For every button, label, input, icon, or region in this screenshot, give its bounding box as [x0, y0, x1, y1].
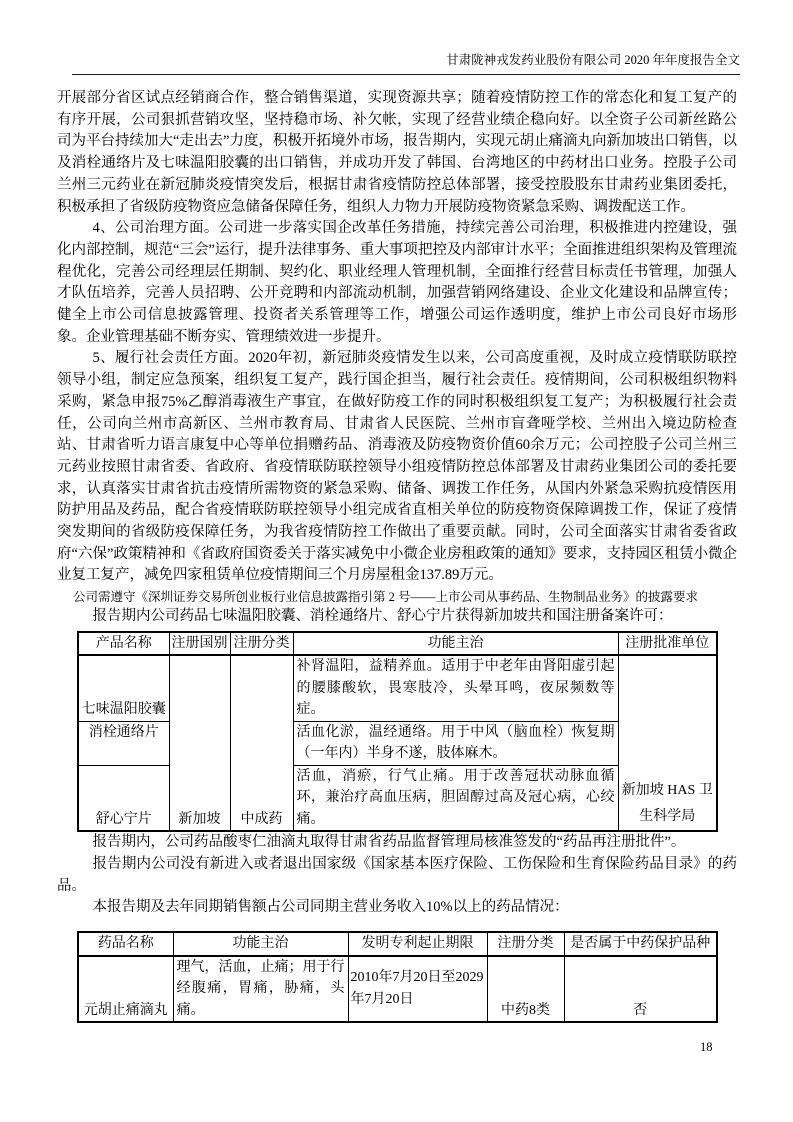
approval-unit-cell: 新加坡 HAS 卫生科学局: [618, 655, 717, 831]
registration-table: [77, 631, 718, 833]
country-cell: 新加坡: [169, 655, 230, 831]
product-name-cell: 七味温阳胶囊: [78, 655, 169, 721]
paragraph-governance: 4、公司治理方面。公司进一步落实国企改革任务措施，持续完善公司治理，积极推进内控建设，强化内部控制，规范“三会”运行，提升法律事务、重大事项把控及内部审计水平；全面推进组织架构及管理流程优化，完善公司经理层任期制、契约化、职业经理人管理机制，全面推行经营目标责任书管理，加强人才队伍培养，完善人员招聘、公开竞聘和内部流动机制，加强营销网络建设、企业文化建设和品牌宣传；健全上市公司信息披露管理、投资者关系管理等工作，增强公司运作透明度，维护上市公司良好市场形象。企业管理基础不断夯实、管理绩效进一步提升。: [57, 220, 737, 345]
product-name-cell: 舒心宁片: [78, 765, 169, 831]
paragraph-singapore-registration: 报告期内公司药品七味温阳胶囊、消栓通络片、舒心宁片获得新加坡共和国注册备案许可：: [92, 608, 673, 625]
table-header-row: [78, 932, 717, 956]
table-row: [78, 956, 717, 1023]
patent-term-cell: 2010年7月20日至2029年7月20日: [348, 956, 487, 1023]
table-header-row: [78, 632, 717, 656]
column-header-indication: 功能主治: [293, 632, 618, 656]
indication-cell: 补肾温阳，益精养血。适用于中老年由肾阳虚引起的腰膝酸软，畏寒肢冷，头晕耳鸣，夜尿频数等症。: [293, 655, 618, 721]
column-header-country: 注册国别: [169, 632, 230, 656]
header-rule: [72, 74, 740, 75]
running-header: 甘肃陇神戎发药业股份有限公司 2020 年年度报告全文: [446, 53, 740, 67]
column-header-patent-term: 发明专利起止期限: [348, 932, 487, 956]
column-header-tcm-protected: 是否属于中药保护品种: [564, 932, 717, 956]
tcm-protected-cell: 否: [564, 956, 717, 1023]
column-header-product: 产品名称: [78, 632, 169, 656]
classification-cell: 中成药: [230, 655, 293, 831]
table-row: [78, 655, 717, 721]
paragraph-reregistration: 报告期内，公司药品酸枣仁油滴丸取得甘肃省药品监督管理局核准签发的“药品再注册批件”。: [92, 834, 686, 851]
paragraph-sales-intro: 本报告期及去年同期销售额占公司同期主营业务收入10%以上的药品情况：: [92, 899, 569, 916]
column-header-approval-unit: 注册批准单位: [618, 632, 717, 656]
paragraph-sales-channels: 开展部分省区试点经销商合作，整合销售渠道，实现资源共享；随着疫情防控工作的常态化和复工复产的有序开展，公司狠抓营销攻坚，坚持稳市场、补欠帐，实现了经营业绩企稳向好。以全资子公司新丝路公司为平台持续加大“走出去”力度，积极开拓境外市场，报告期内，实现元胡止痛滴丸向新加坡出口销售，以及消栓通络片及七味温阳胶囊的出口销售，并成功开发了韩国、台湾地区的中药材出口业务。控股子公司兰州三元药业在新冠肺炎疫情突发后，根据甘肃省疫情防控总体部署，接受控股股东甘肃药业集团委托，积极承担了省级防疫物资应急储备保障任务，组织人力物力开展防疫物资紧急采购、调拨配送工作。: [57, 90, 737, 215]
column-header-indication: 功能主治: [173, 932, 348, 956]
page-number: 18: [700, 1040, 713, 1054]
drug-name-cell: 元胡止痛滴丸: [78, 956, 173, 1023]
drug-table-header: [78, 932, 717, 956]
drug-sales-table: [77, 931, 718, 1023]
indication-cell: 活血化淤，温经通络。用于中风（脑血栓）恢复期（一年内）半身不遂，肢体麻木。: [293, 721, 618, 765]
paragraph-insurance-catalog: 报告期内公司没有新进入或者退出国家级《国家基本医疗保险、工伤保险和生育保险药品目录》的药品。: [57, 856, 737, 894]
column-header-classification: 注册分类: [230, 632, 293, 656]
paragraph-social-responsibility: 5、履行社会责任方面。2020年初，新冠肺炎疫情发生以来，公司高度重视，及时成立疫情联防联控领导小组，制定应急预案，组织复工复产，践行国企担当，履行社会责任。疫情期间，公司积极组织物料采购，紧急申报75%乙醇消毒液生产事宜，在做好防疫工作的同时积极组织复工复产；为积极履行社会责任，公司向兰州市高新区、兰州市教育局、甘肃省人民医院、兰州市盲聋哑学校、兰州出入境边防检查站、甘肃省听力语言康复中心等单位捐赠药品、消毒液及防疫物资价值60余万元；公司控股子公司兰州三元药业按照甘肃省委、省政府、省疫情联防联控领导小组疫情防控总体部署及甘肃药业集团公司的委托要求，认真落实甘肃省抗击疫情所需物资的紧急采购、储备、调拨工作任务，从国内外紧急采购抗疫情医用防护用品及药品，配合省疫情联防联控领导小组完成省直相关单位的防疫物资保障调拨工作，保证了疫情突发期间的省级防疫保障任务，为我省疫情防控工作做出了重要贡献。同时，公司全面落实甘肃省委省政府“六保”政策精神和《省政府国资委关于落实减免中小微企业房租政策的通知》要求，支持园区租赁小微企业复工复产，减免四家租赁单位疫情期间三个月房屋租金137.89万元。: [57, 350, 737, 584]
drug-indication-cell: 理气，活血，止痛；用于行经腹痛，胃痛，胁痛，头痛。: [173, 956, 348, 1023]
drug-classification-cell: 中药8类: [487, 956, 564, 1023]
product-name-cell: 消栓通络片: [78, 721, 169, 765]
registration-table-header: [78, 632, 717, 656]
disclosure-requirement-note: 公司需遵守《深圳证券交易所创业板行业信息披露指引第 2 号——上市公司从事药品、生物制品业务》的披露要求: [73, 590, 699, 605]
page-content: [57, 88, 737, 1023]
indication-cell: 活血，消瘀，行气止痛。用于改善冠状动脉血循环，兼治疗高血压病，胆固醇过高及冠心病，心绞痛。: [293, 765, 618, 831]
column-header-drug-name: 药品名称: [78, 932, 173, 956]
column-header-classification: 注册分类: [487, 932, 564, 956]
